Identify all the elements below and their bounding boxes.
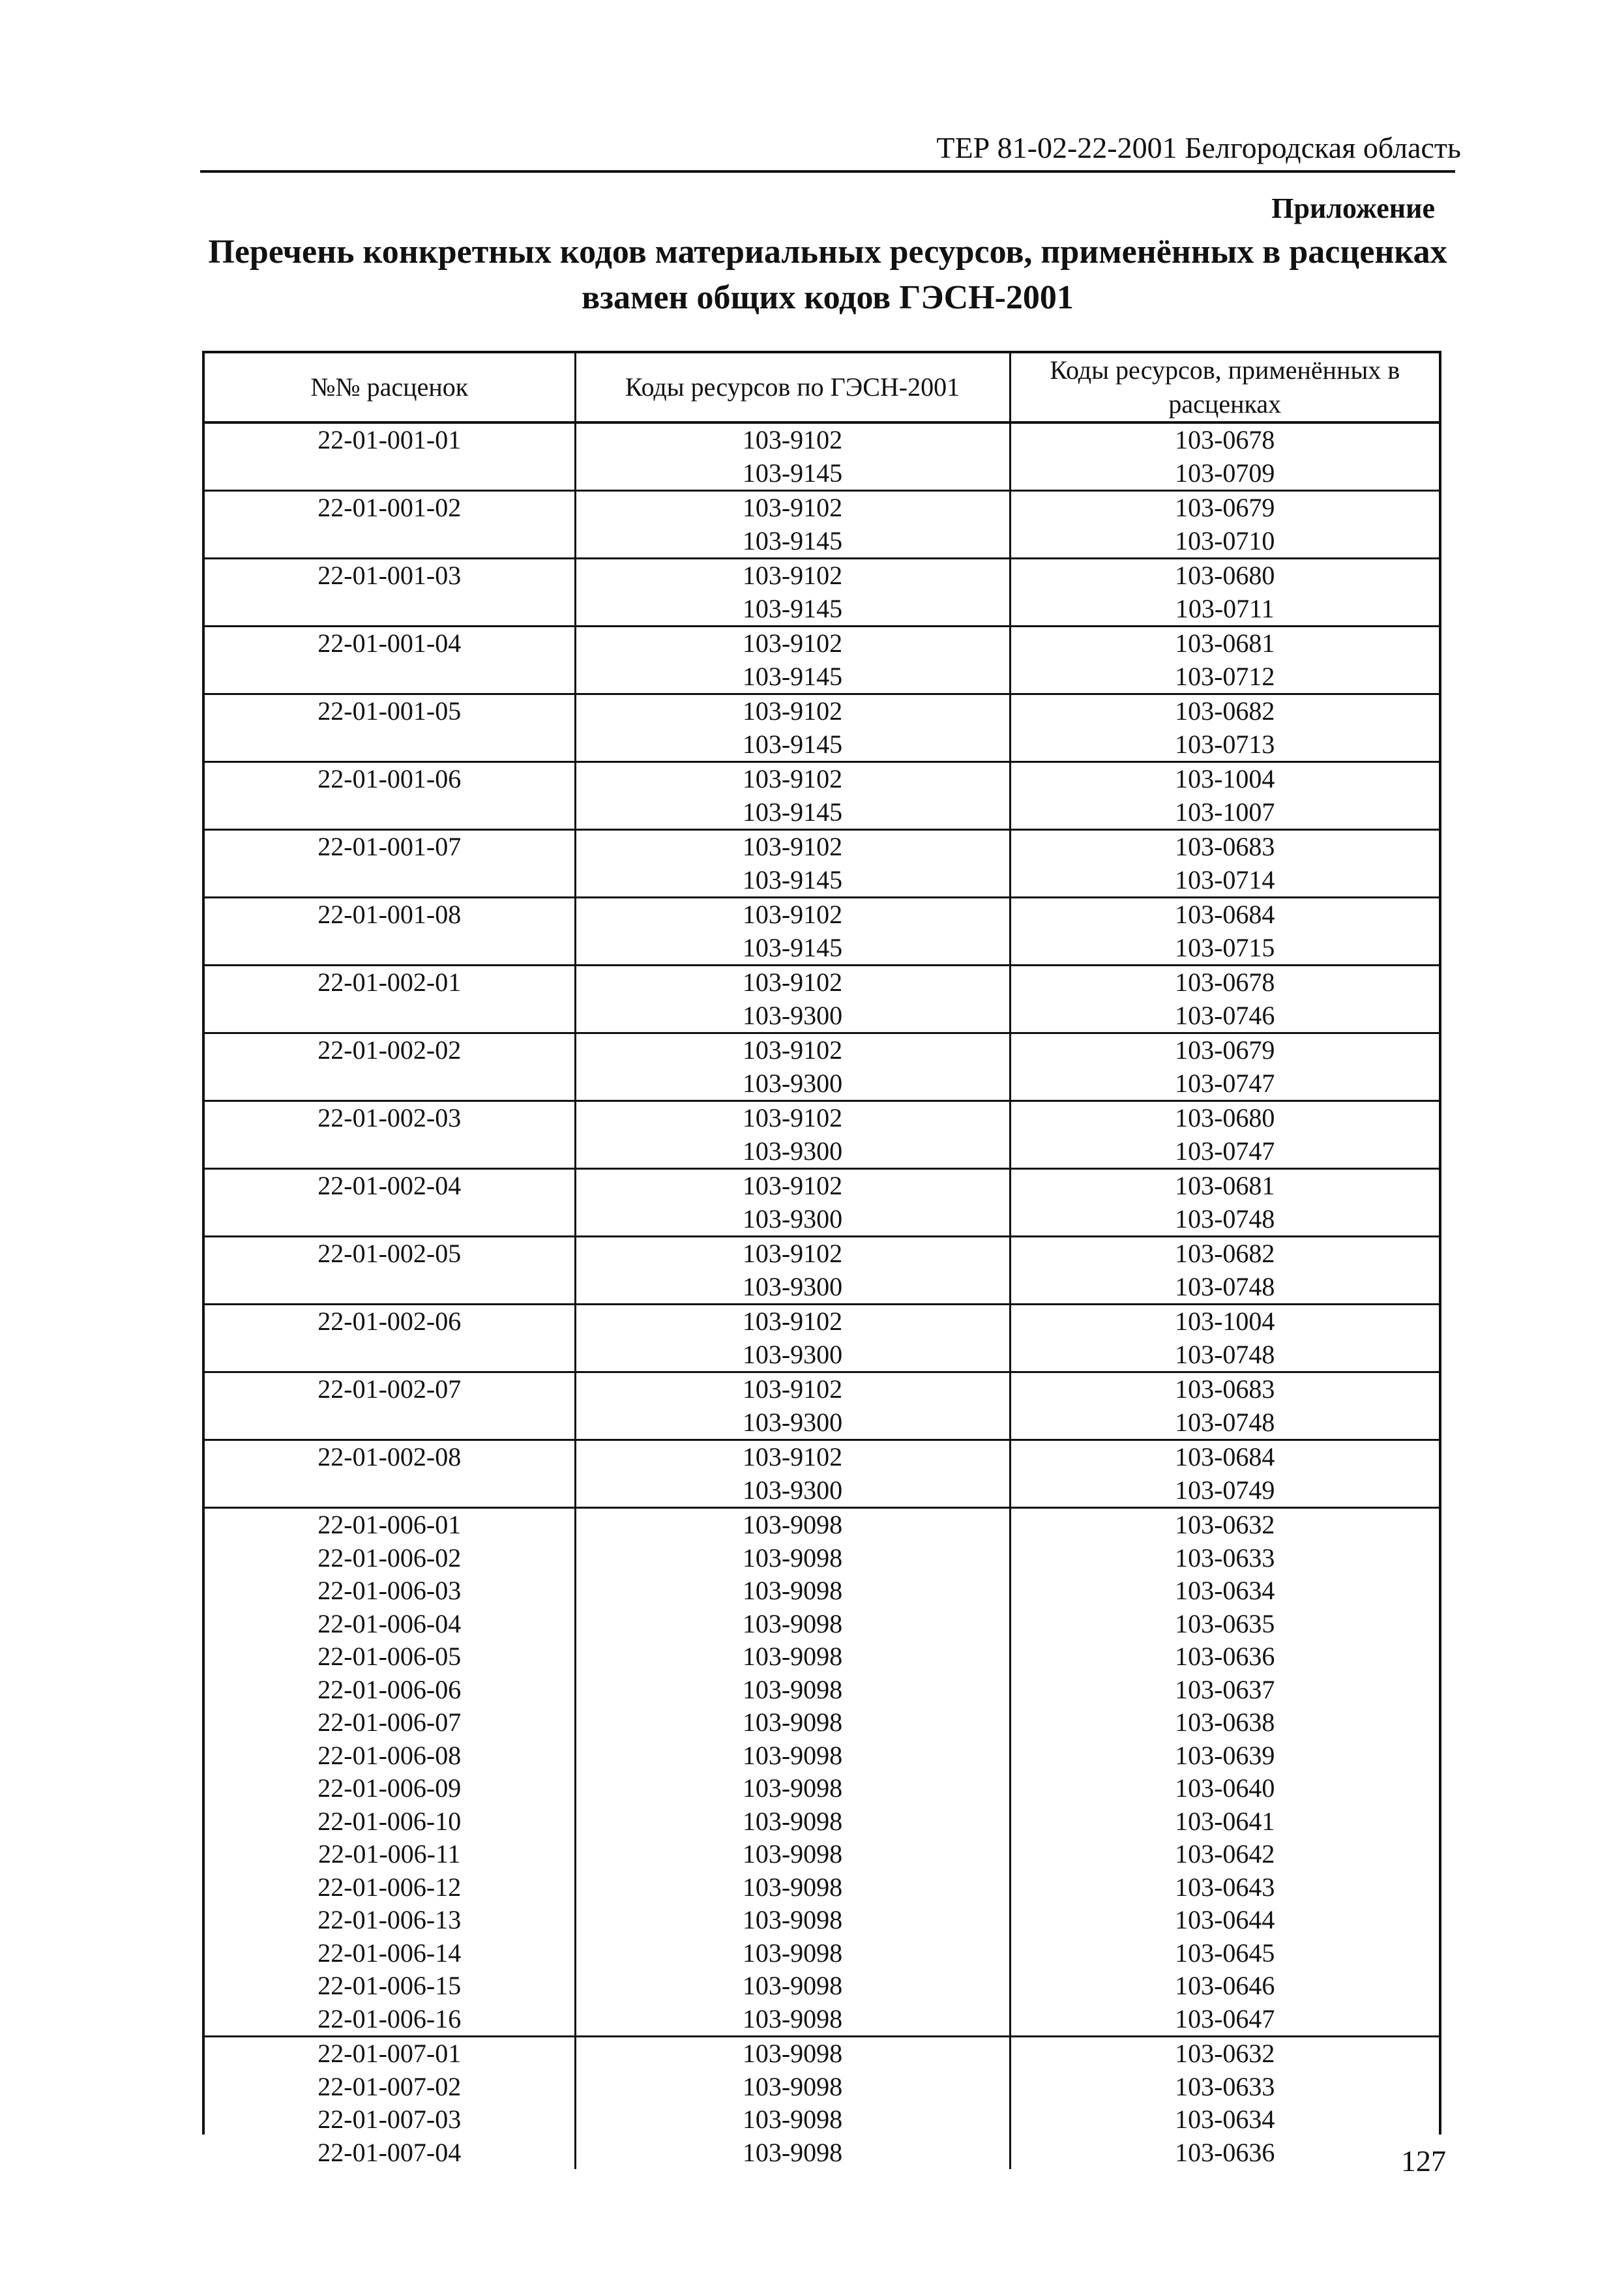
table-row: [205, 559, 1439, 593]
rate-number-cell: 22-01-002-05: [317, 1239, 462, 1269]
title-line-2: взамен общих кодов ГЭСН-2001: [582, 279, 1074, 316]
gesn-code-cell: 103-9102: [575, 491, 1010, 525]
rate-number-cell: 22-01-007-01: [317, 2039, 462, 2069]
applied-code-cell: 103-0647: [1010, 2003, 1439, 2037]
rate-number-cell: 22-01-001-03: [317, 561, 462, 591]
gesn-code-cell: 103-9300: [575, 1338, 1010, 1372]
gesn-code-cell: 103-9145: [575, 660, 1010, 694]
gesn-code-cell: 103-9098: [575, 1772, 1010, 1805]
table-row: [205, 966, 1439, 999]
applied-code-cell: 103-0681: [1010, 627, 1439, 660]
table-row: [205, 1838, 1439, 1871]
gesn-code-cell: 103-9098: [575, 1608, 1010, 1641]
table-row: [205, 1706, 1439, 1739]
applied-code-cell: 103-0711: [1010, 593, 1439, 627]
table-row: [205, 1574, 1439, 1608]
gesn-code-cell: 103-9098: [575, 2003, 1010, 2037]
table-body: [205, 422, 1439, 2169]
applied-code-cell: 103-0632: [1010, 1508, 1439, 1542]
gesn-code-cell: 103-9300: [575, 1067, 1010, 1101]
table-row: [205, 1440, 1439, 1474]
table-row: [205, 796, 1439, 830]
applied-code-cell: 103-0634: [1010, 2103, 1439, 2136]
table-row: [205, 1674, 1439, 1707]
rate-number-cell: [205, 593, 575, 627]
table-row: [205, 1871, 1439, 1904]
rate-number-cell: 22-01-001-08: [317, 900, 462, 930]
gesn-code-cell: 103-9098: [575, 1937, 1010, 1970]
applied-code-cell: 103-0636: [1010, 2136, 1439, 2170]
rate-number-cell: [205, 999, 575, 1033]
applied-code-cell: 103-0747: [1010, 1135, 1439, 1169]
applied-code-cell: 103-0747: [1010, 1067, 1439, 1101]
gesn-code-cell: 103-9102: [575, 1033, 1010, 1067]
table-row: [205, 1237, 1439, 1271]
table-row: [205, 1904, 1439, 1937]
applied-code-cell: 103-0679: [1010, 1033, 1439, 1067]
applied-code-cell: 103-0684: [1010, 898, 1439, 932]
applied-code-cell: 103-0748: [1010, 1338, 1439, 1372]
rate-number-cell: [205, 1135, 575, 1169]
table-row: [205, 1805, 1439, 1839]
rate-number-cell: 22-01-001-02: [317, 493, 462, 523]
resource-codes-table: [205, 353, 1439, 2169]
applied-code-cell: 103-0713: [1010, 728, 1439, 762]
gesn-code-cell: 103-9102: [575, 627, 1010, 660]
table-row: [205, 2003, 1439, 2037]
table-row: [205, 1372, 1439, 1406]
appendix-label: Приложение: [1271, 192, 1435, 224]
table-row: [205, 593, 1439, 627]
gesn-code-cell: 103-9300: [575, 1203, 1010, 1237]
rate-number-cell: [205, 1067, 575, 1101]
rate-number-cell: 22-01-001-01: [317, 425, 462, 455]
table-row: [205, 1338, 1439, 1372]
applied-code-cell: 103-0635: [1010, 1608, 1439, 1641]
column-header-applied-codes: Коды ресурсов, применённых в расценках: [1010, 353, 1439, 422]
gesn-code-cell: 103-9102: [575, 559, 1010, 593]
gesn-code-cell: 103-9300: [575, 1406, 1010, 1440]
table-row: [205, 1608, 1439, 1641]
table-row: [205, 1067, 1439, 1101]
document-title: [200, 229, 1455, 321]
applied-code-cell: 103-0710: [1010, 525, 1439, 559]
gesn-code-cell: 103-9098: [575, 1706, 1010, 1739]
gesn-code-cell: 103-9300: [575, 1474, 1010, 1508]
rate-number-cell: 22-01-006-04: [317, 1608, 462, 1638]
applied-code-cell: 103-0636: [1010, 1640, 1439, 1674]
gesn-code-cell: 103-9145: [575, 525, 1010, 559]
rate-number-cell: 22-01-006-13: [317, 1905, 462, 1935]
applied-code-cell: 103-0639: [1010, 1739, 1439, 1773]
table-row: [205, 1271, 1439, 1305]
rate-number-cell: 22-01-006-08: [317, 1740, 462, 1770]
title-line-1: Перечень конкретных кодов материальных ресурсов, применённых в расценках: [208, 233, 1447, 271]
gesn-code-cell: 103-9102: [575, 1237, 1010, 1271]
table-row: [205, 660, 1439, 694]
applied-code-cell: 103-0681: [1010, 1169, 1439, 1203]
table-row: [205, 457, 1439, 491]
column-header-rate-numbers: №№ расценок: [205, 353, 575, 422]
applied-code-cell: 103-0633: [1010, 2071, 1439, 2104]
rate-number-cell: 22-01-001-07: [317, 832, 462, 862]
applied-code-cell: 103-0637: [1010, 1674, 1439, 1707]
rate-number-cell: 22-01-006-11: [318, 1839, 461, 1869]
rate-number-cell: [205, 1474, 575, 1508]
table-row: [205, 1640, 1439, 1674]
gesn-code-cell: 103-9102: [575, 966, 1010, 999]
applied-code-cell: 103-0678: [1010, 966, 1439, 999]
rate-number-cell: 22-01-001-06: [317, 764, 462, 794]
applied-code-cell: 103-0714: [1010, 864, 1439, 898]
rate-number-cell: 22-01-006-01: [317, 1510, 462, 1540]
rate-number-cell: [205, 1406, 575, 1440]
rate-number-cell: 22-01-002-08: [317, 1442, 462, 1472]
table-row: [205, 999, 1439, 1033]
applied-code-cell: 103-0642: [1010, 1838, 1439, 1871]
rate-number-cell: [205, 457, 575, 491]
gesn-code-cell: 103-9098: [575, 2136, 1010, 2170]
rate-number-cell: 22-01-002-01: [317, 968, 462, 998]
table-row: [205, 2071, 1439, 2104]
table-row: [205, 694, 1439, 728]
rate-number-cell: 22-01-006-10: [317, 1806, 462, 1836]
applied-code-cell: 103-0749: [1010, 1474, 1439, 1508]
gesn-code-cell: 103-9098: [575, 1970, 1010, 2003]
gesn-code-cell: 103-9300: [575, 1271, 1010, 1305]
applied-code-cell: 103-0683: [1010, 830, 1439, 864]
applied-code-cell: 103-0680: [1010, 1101, 1439, 1135]
rate-number-cell: 22-01-006-16: [205, 2003, 575, 2037]
table-row: [205, 762, 1439, 796]
rate-number-cell: 22-01-006-07: [317, 1707, 462, 1737]
table-row: [205, 2037, 1439, 2071]
applied-code-cell: 103-0712: [1010, 660, 1439, 694]
table-row: [205, 932, 1439, 966]
gesn-code-cell: 103-9300: [575, 999, 1010, 1033]
rate-number-cell: 22-01-001-04: [317, 628, 462, 658]
applied-code-cell: 103-0632: [1010, 2037, 1439, 2071]
rate-number-cell: [205, 525, 575, 559]
table-row: [205, 1033, 1439, 1067]
rate-number-cell: 22-01-006-14: [317, 1938, 462, 1968]
rate-number-cell: 22-01-001-05: [317, 696, 462, 726]
table-row: [205, 1135, 1439, 1169]
gesn-code-cell: 103-9098: [575, 1508, 1010, 1542]
applied-code-cell: 103-0715: [1010, 932, 1439, 966]
gesn-code-cell: 103-9102: [575, 898, 1010, 932]
gesn-code-cell: 103-9098: [575, 1904, 1010, 1937]
rate-number-cell: [205, 796, 575, 830]
table-row: [205, 1772, 1439, 1805]
gesn-code-cell: 103-9102: [575, 1169, 1010, 1203]
table-row: [205, 1937, 1439, 1970]
rate-number-cell: 22-01-006-15: [317, 1971, 462, 2001]
table-row: [205, 864, 1439, 898]
table-row: [205, 1406, 1439, 1440]
applied-code-cell: 103-0645: [1010, 1937, 1439, 1970]
gesn-code-cell: 103-9098: [575, 1871, 1010, 1904]
applied-code-cell: 103-0638: [1010, 1706, 1439, 1739]
rate-number-cell: 22-01-007-04: [317, 2137, 462, 2167]
gesn-code-cell: 103-9102: [575, 1372, 1010, 1406]
gesn-code-cell: 103-9098: [575, 1674, 1010, 1707]
column-header-gesn-codes: Коды ресурсов по ГЭСН-2001: [575, 353, 1010, 422]
table-row: [205, 422, 1439, 457]
table-row: [205, 491, 1439, 525]
applied-code-cell: 103-0748: [1010, 1203, 1439, 1237]
page-number: 127: [1401, 2144, 1446, 2178]
rate-number-cell: [205, 660, 575, 694]
table-row: [205, 1169, 1439, 1203]
gesn-code-cell: 103-9102: [575, 694, 1010, 728]
gesn-code-cell: 103-9098: [575, 1838, 1010, 1871]
table-row: [205, 1739, 1439, 1773]
table-row: [205, 728, 1439, 762]
gesn-code-cell: 103-9098: [575, 1542, 1010, 1575]
rate-number-cell: 22-01-002-07: [317, 1374, 462, 1404]
gesn-code-cell: 103-9098: [575, 1739, 1010, 1773]
table-row: [205, 1542, 1439, 1575]
table-row: [205, 627, 1439, 660]
gesn-code-cell: 103-9098: [575, 1574, 1010, 1608]
gesn-code-cell: 103-9102: [575, 422, 1010, 457]
gesn-code-cell: 103-9300: [575, 1135, 1010, 1169]
table-row: [205, 1474, 1439, 1508]
gesn-code-cell: 103-9145: [575, 593, 1010, 627]
gesn-code-cell: 103-9145: [575, 932, 1010, 966]
applied-code-cell: 103-0633: [1010, 1542, 1439, 1575]
applied-code-cell: 103-0643: [1010, 1871, 1439, 1904]
gesn-code-cell: 103-9145: [575, 796, 1010, 830]
rate-number-cell: 22-01-006-12: [317, 1872, 462, 1902]
applied-code-cell: 103-0641: [1010, 1805, 1439, 1839]
applied-code-cell: 103-0683: [1010, 1372, 1439, 1406]
running-header: ТЕР 81-02-22-2001 Белгородская область: [936, 131, 1461, 164]
applied-code-cell: 103-0709: [1010, 457, 1439, 491]
applied-code-cell: 103-0746: [1010, 999, 1439, 1033]
rate-number-cell: 22-01-002-06: [317, 1307, 462, 1337]
applied-code-cell: 103-1004: [1010, 1305, 1439, 1338]
rate-number-cell: 22-01-002-03: [317, 1103, 462, 1133]
gesn-code-cell: 103-9098: [575, 2071, 1010, 2104]
rate-number-cell: [205, 728, 575, 762]
applied-code-cell: 103-1004: [1010, 762, 1439, 796]
table-row: [205, 898, 1439, 932]
header-rule: [200, 170, 1455, 173]
gesn-code-cell: 103-9098: [575, 2037, 1010, 2071]
applied-code-cell: 103-0644: [1010, 1904, 1439, 1937]
gesn-code-cell: 103-9102: [575, 762, 1010, 796]
applied-code-cell: 103-0640: [1010, 1772, 1439, 1805]
gesn-code-cell: 103-9102: [575, 1101, 1010, 1135]
applied-code-cell: 103-0684: [1010, 1440, 1439, 1474]
gesn-code-cell: 103-9145: [575, 457, 1010, 491]
rate-number-cell: [205, 1203, 575, 1237]
table-row: [205, 1508, 1439, 1542]
applied-code-cell: 103-0679: [1010, 491, 1439, 525]
applied-code-cell: 103-0634: [1010, 1574, 1439, 1608]
rate-number-cell: [205, 1271, 575, 1305]
rate-number-cell: [205, 864, 575, 898]
table-row: [205, 1305, 1439, 1338]
rate-number-cell: 22-01-006-06: [317, 1674, 462, 1704]
table-row: [205, 830, 1439, 864]
rate-number-cell: 22-01-006-03: [317, 1576, 462, 1606]
table-header-row: [205, 353, 1439, 422]
rate-number-cell: [205, 1338, 575, 1372]
applied-code-cell: 103-0680: [1010, 559, 1439, 593]
applied-code-cell: 103-0682: [1010, 1237, 1439, 1271]
rate-number-cell: 22-01-007-02: [317, 2071, 462, 2101]
table-row: [205, 2136, 1439, 2170]
rate-number-cell: 22-01-006-02: [317, 1543, 462, 1573]
gesn-code-cell: 103-9145: [575, 864, 1010, 898]
applied-code-cell: 103-0682: [1010, 694, 1439, 728]
rate-number-cell: 22-01-006-09: [317, 1773, 462, 1803]
gesn-code-cell: 103-9145: [575, 728, 1010, 762]
applied-code-cell: 103-0678: [1010, 422, 1439, 457]
rate-number-cell: 22-01-007-03: [317, 2105, 462, 2135]
applied-code-cell: 103-1007: [1010, 796, 1439, 830]
table-row: [205, 2103, 1439, 2136]
gesn-code-cell: 103-9102: [575, 1305, 1010, 1338]
rate-number-cell: 22-01-006-05: [317, 1642, 462, 1672]
gesn-code-cell: 103-9102: [575, 830, 1010, 864]
table-row: [205, 525, 1439, 559]
rate-number-cell: 22-01-002-02: [317, 1035, 462, 1065]
table-row: [205, 1101, 1439, 1135]
table-row: [205, 1203, 1439, 1237]
applied-code-cell: 103-0748: [1010, 1271, 1439, 1305]
rate-number-cell: [205, 932, 575, 966]
gesn-code-cell: 103-9098: [575, 1640, 1010, 1674]
rate-number-cell: 22-01-002-04: [317, 1171, 462, 1201]
applied-code-cell: 103-0748: [1010, 1406, 1439, 1440]
gesn-code-cell: 103-9098: [575, 2103, 1010, 2136]
table-row: [205, 1970, 1439, 2003]
applied-code-cell: 103-0646: [1010, 1970, 1439, 2003]
gesn-code-cell: 103-9098: [575, 1805, 1010, 1839]
gesn-code-cell: 103-9102: [575, 1440, 1010, 1474]
